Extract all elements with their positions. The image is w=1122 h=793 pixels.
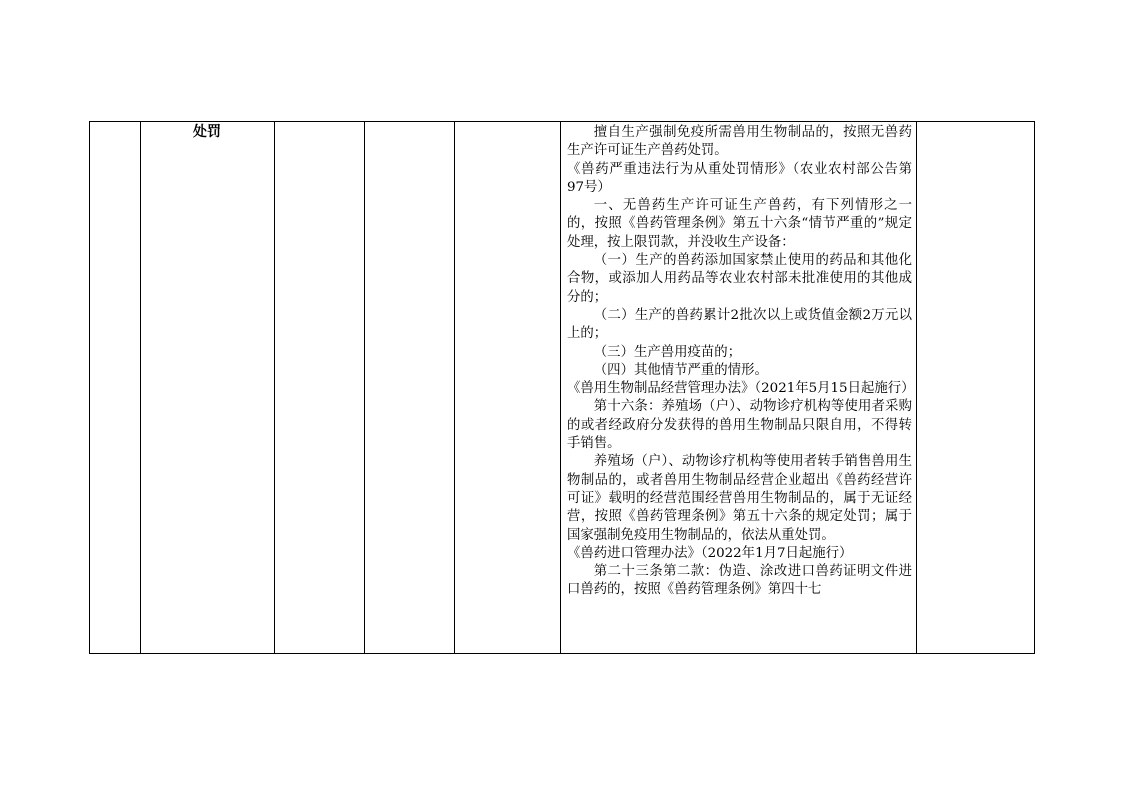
blank-cell-7 bbox=[917, 122, 1035, 654]
legal-basis-text bbox=[561, 122, 916, 600]
paragraph: 一、无兽药生产许可证生产兽药，有下列情形之一的，按照《兽药管理条例》第五十六条“情节严重的”规定处理，按上限罚款，并没收生产设备： bbox=[567, 198, 912, 250]
regulation-source: 《兽药进口管理办法》（2022年1月7日起施行） bbox=[567, 545, 853, 561]
legal-basis-cell bbox=[561, 122, 917, 654]
paragraph: 擅自生产强制免疫所需兽用生物制品的，按照无兽药生产许可证生产兽药处罚。 bbox=[567, 125, 912, 159]
category-label: 处罚 bbox=[193, 124, 221, 140]
paragraph: 第十六条：养殖场（户）、动物诊疗机构等使用者采购的或者经政府分发获得的兽用生物制品只限自用，不得转手销售。 bbox=[567, 399, 912, 452]
paragraph: （三）生产兽用疫苗的； bbox=[593, 344, 742, 360]
blank-cell-1 bbox=[90, 122, 141, 654]
paragraph: （四）其他情节严重的情形。 bbox=[593, 362, 768, 378]
table-row bbox=[90, 122, 1035, 654]
regulation-source: 《兽药严重违法行为从重处罚情形》（农业农村部公告第97号） bbox=[567, 161, 912, 195]
blank-cell-5 bbox=[455, 122, 561, 654]
paragraph: （二）生产的兽药累计2批次以上或货值金额2万元以上的； bbox=[567, 307, 912, 342]
category-cell bbox=[141, 122, 275, 654]
paragraph: （一）生产的兽药添加国家禁止使用的药品和其他化合物，或添加人用药品等农业农村部未批准使用的其他成分的； bbox=[567, 253, 912, 305]
paragraph: 养殖场（户）、动物诊疗机构等使用者转手销售兽用生物制品的，或者兽用生物制品经营企业超出《兽药经营许可证》载明的经营范围经营兽用生物制品的，属于无证经营，按照《兽药管理条例》第五十六条的规定处罚；属于国家强制免疫用生物制品的，依法从重处罚。 bbox=[567, 454, 912, 543]
regulation-source: 《兽用生物制品经营管理办法》（2021年5月15日起施行） bbox=[567, 381, 915, 397]
blank-cell-4 bbox=[365, 122, 455, 654]
blank-cell-3 bbox=[275, 122, 365, 654]
regulation-table bbox=[89, 121, 1035, 654]
paragraph: 第二十三条第二款：伪造、涂改进口兽药证明文件进口兽药的，按照《兽药管理条例》第四十七 bbox=[567, 564, 912, 598]
